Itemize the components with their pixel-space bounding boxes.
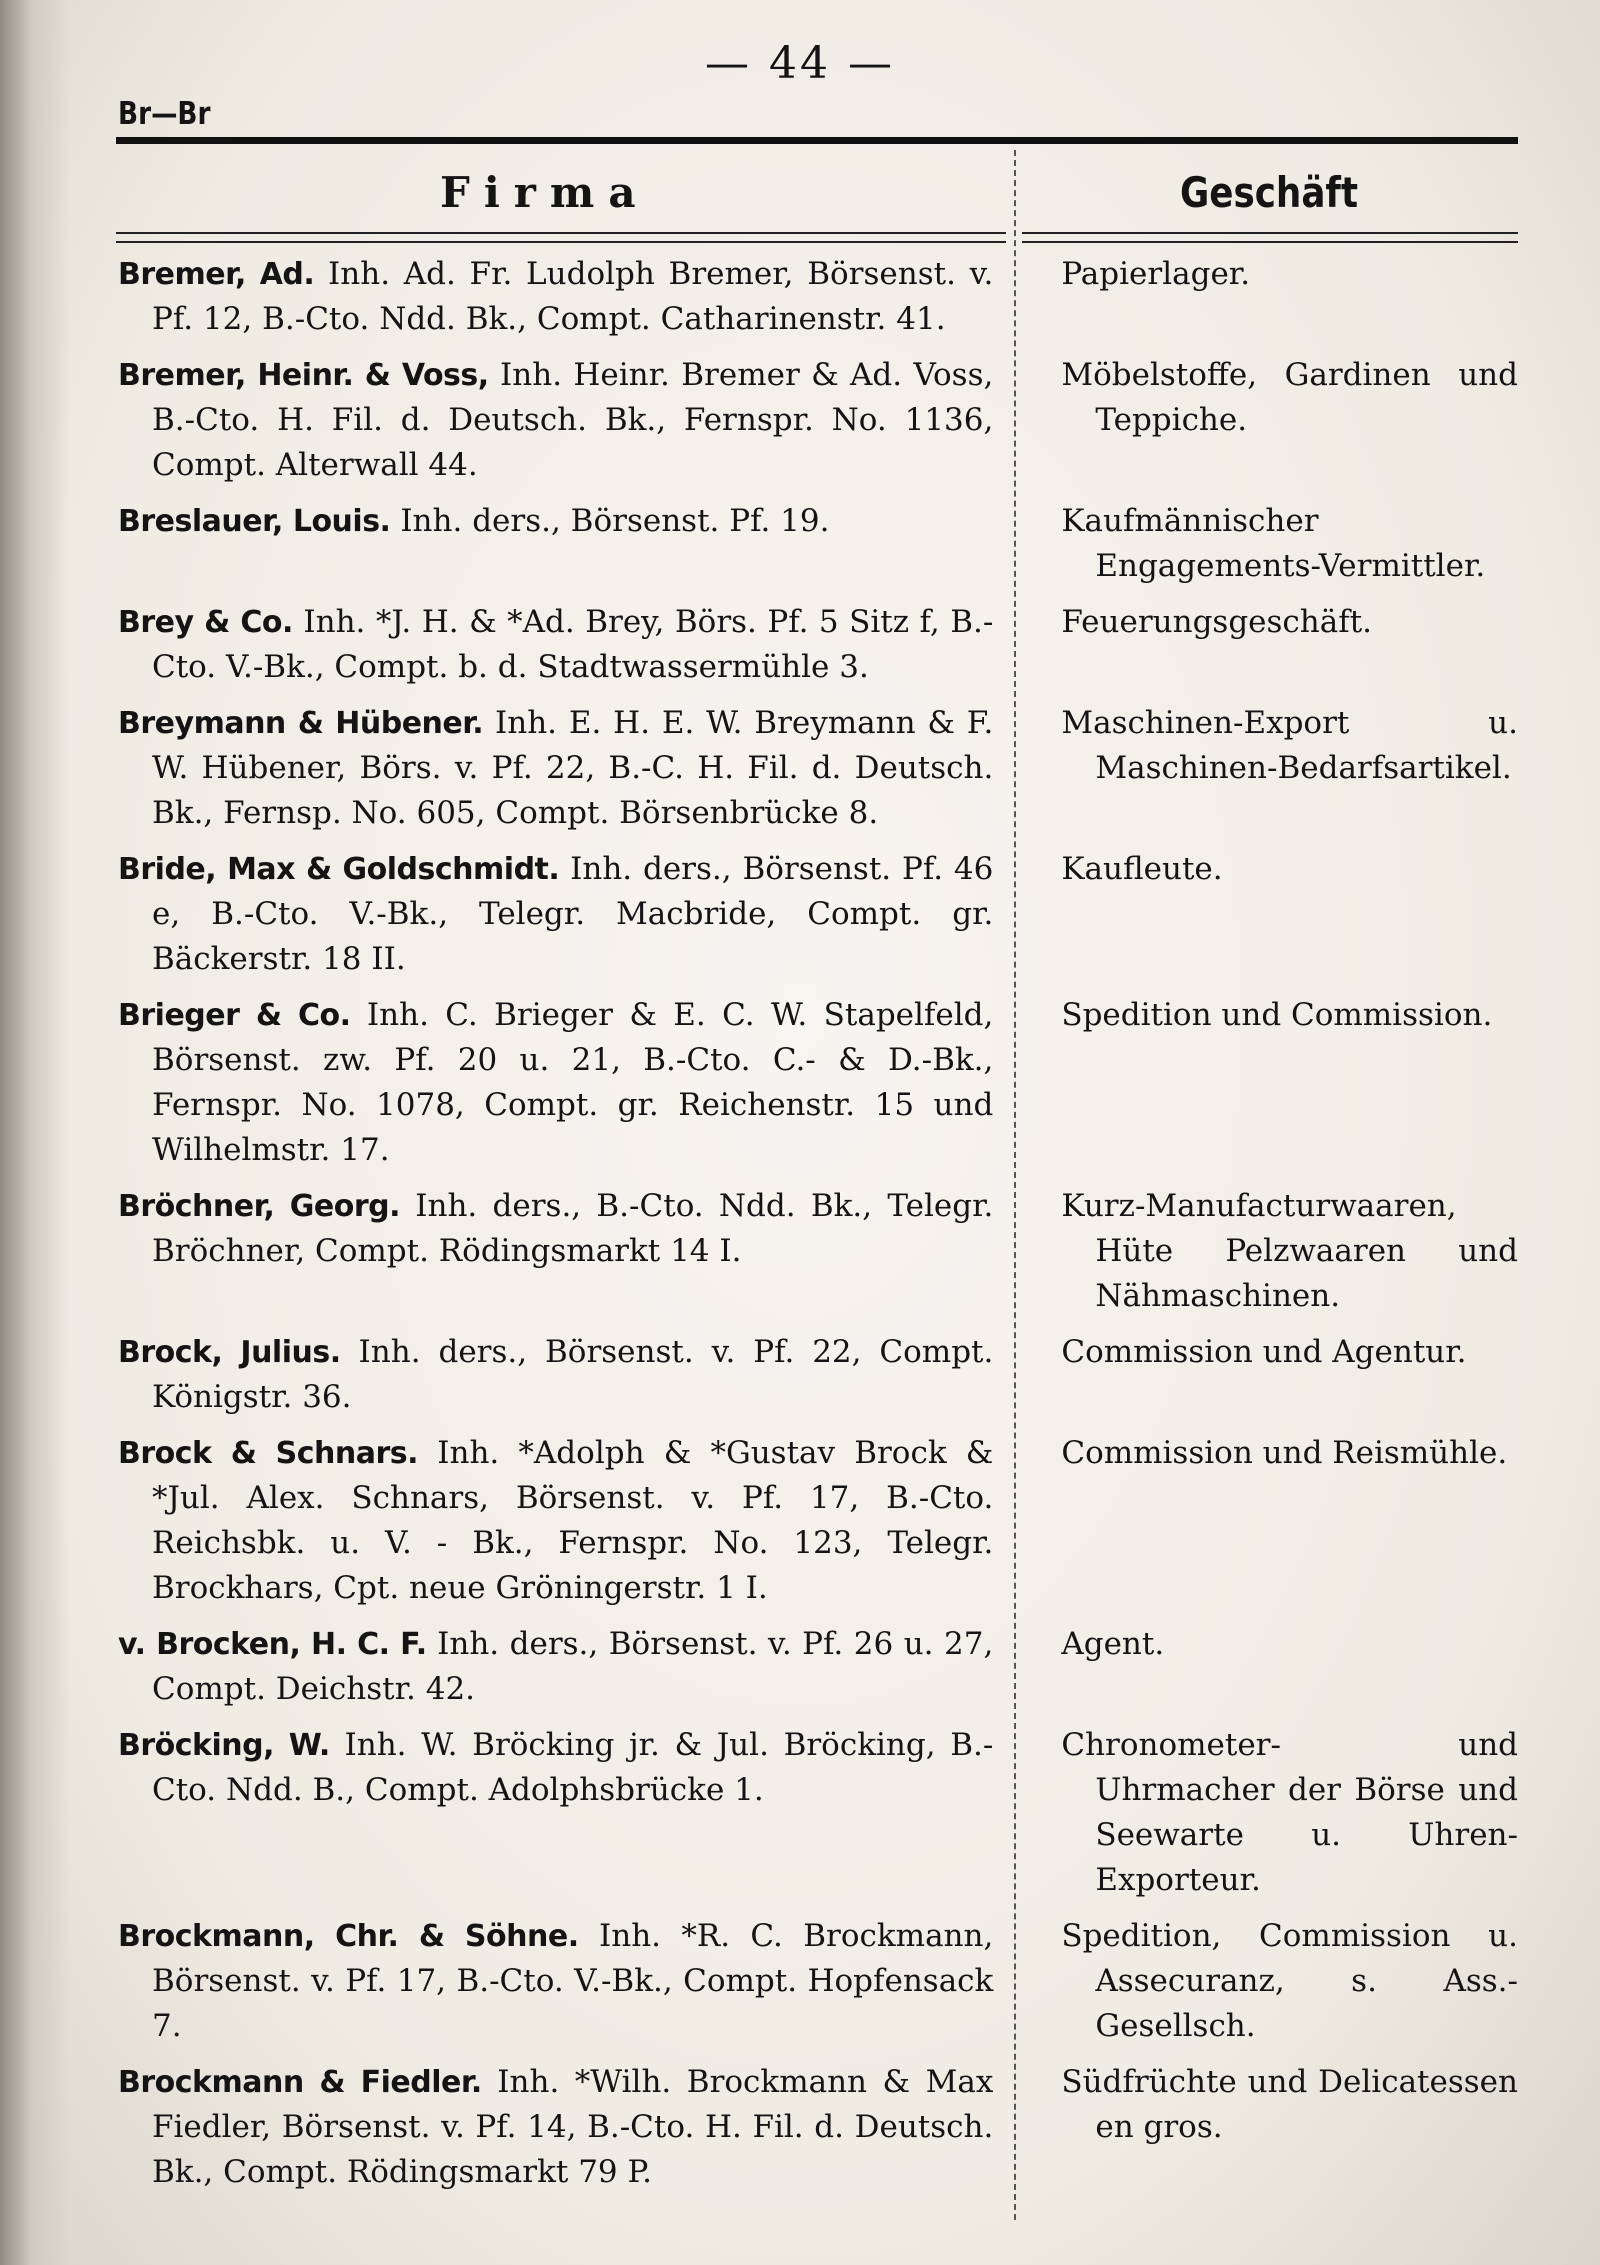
directory-entry bbox=[118, 1723, 1518, 1903]
entry-name: Brockmann & Fiedler. bbox=[118, 2065, 482, 2100]
entry-firma bbox=[118, 1431, 993, 1611]
entry-details: Inh. Ad. Fr. Ludolph Bremer, Börsenst. v. Pf. 12, B.-Cto. Ndd. Bk., Compt. Catharinenstr. 41. bbox=[152, 256, 994, 337]
entry-name: Breymann & Hübener. bbox=[118, 706, 484, 741]
entry-business: Kaufleute. bbox=[1061, 851, 1223, 887]
entry-business: Möbelstoffe, Gardinen und Teppiche. bbox=[1061, 357, 1518, 438]
directory-entry bbox=[118, 1622, 1518, 1712]
running-head: Br—Br bbox=[118, 96, 211, 132]
entry-business: Commission und Reismühle. bbox=[1061, 1435, 1508, 1471]
top-rule bbox=[116, 137, 1518, 144]
directory-entry bbox=[118, 499, 1518, 589]
entry-name: Brieger & Co. bbox=[118, 998, 351, 1033]
entry-list bbox=[118, 252, 1518, 2206]
entry-name: Brock & Schnars. bbox=[118, 1436, 419, 1471]
entry-business: Agent. bbox=[1061, 1626, 1165, 1662]
directory-entry bbox=[118, 1914, 1518, 2049]
entry-business: Feuerungsgeschäft. bbox=[1061, 604, 1373, 640]
entry-firma bbox=[118, 499, 993, 544]
directory-entry bbox=[118, 600, 1518, 690]
directory-entry bbox=[118, 353, 1518, 488]
entry-name: Breslauer, Louis. bbox=[118, 504, 391, 539]
directory-entry bbox=[118, 1184, 1518, 1319]
directory-entry bbox=[118, 1330, 1518, 1420]
entry-business: Spedition, Commission u. Assecuranz, s. Ass.-Gesellsch. bbox=[1061, 1918, 1518, 2044]
entry-details: Inh. *J. H. & *Ad. Brey, Börs. Pf. 5 Sitz f, B.-Cto. V.-Bk., Compt. b. d. Stadtwassermühle 3. bbox=[152, 604, 994, 685]
page-edge-shadow bbox=[0, 0, 70, 2265]
directory-entry bbox=[118, 1431, 1518, 1611]
entry-details: Inh. *R. C. Brockmann, Börsenst. v. Pf. 17, B.-Cto. V.-Bk., Compt. Hopfensack 7. bbox=[152, 1918, 994, 2044]
entry-firma bbox=[118, 353, 993, 488]
entry-business: Kaufmännischer Engagements-Vermittler. bbox=[1061, 503, 1486, 584]
header-rule-right bbox=[1022, 232, 1518, 243]
entry-firma bbox=[118, 1330, 993, 1420]
entry-name: Brockmann, Chr. & Söhne. bbox=[118, 1919, 579, 1954]
entry-details: Inh. ders., Börsenst. Pf. 46 e, B.-Cto. V.-Bk., Telegr. Macbride, Compt. gr. Bäckerstr. 18 II. bbox=[152, 851, 994, 977]
entry-firma bbox=[118, 600, 993, 690]
entry-firma bbox=[118, 993, 993, 1173]
column-header-firma: Firma bbox=[440, 168, 650, 217]
entry-name: Bröchner, Georg. bbox=[118, 1189, 400, 1224]
entry-business: Papierlager. bbox=[1061, 256, 1251, 292]
entry-details: Inh. ders., Börsenst. v. Pf. 22, Compt. Königstr. 36. bbox=[152, 1334, 994, 1415]
entry-name: Brey & Co. bbox=[118, 605, 293, 640]
directory-entry bbox=[118, 847, 1518, 982]
entry-firma bbox=[118, 1723, 993, 1813]
entry-business: Chronometer- und Uhrmacher der Börse und Seewarte u. Uhren-Exporteur. bbox=[1061, 1727, 1518, 1898]
entry-firma bbox=[118, 1622, 993, 1712]
entry-firma bbox=[118, 701, 993, 836]
entry-details: Inh. ders., B.-Cto. Ndd. Bk., Telegr. Bröchner, Compt. Rödingsmarkt 14 I. bbox=[152, 1188, 994, 1269]
entry-firma bbox=[118, 1914, 993, 2049]
entry-name: Bremer, Ad. bbox=[118, 257, 315, 292]
directory-entry bbox=[118, 701, 1518, 836]
entry-details: Inh. *Wilh. Brockmann & Max Fiedler, Börsenst. v. Pf. 14, B.-Cto. H. Fil. d. Deutsch. Bk., Compt. Rödingsmarkt 79 P. bbox=[152, 2064, 994, 2190]
entry-name: Bremer, Heinr. & Voss, bbox=[118, 358, 489, 393]
entry-name: v. Brocken, H. C. F. bbox=[118, 1627, 427, 1662]
page-number: — 44 — bbox=[705, 38, 895, 89]
entry-name: Bride, Max & Goldschmidt. bbox=[118, 852, 560, 887]
directory-entry bbox=[118, 252, 1518, 342]
directory-entry bbox=[118, 2060, 1518, 2195]
entry-details: Inh. C. Brieger & E. C. W. Stapelfeld, Börsenst. zw. Pf. 20 u. 21, B.-Cto. C.- & D.-Bk., Fernspr. No. 1078, Compt. gr. Reichenstr. 15 und Wilhelmstr. 17. bbox=[152, 997, 994, 1168]
entry-firma bbox=[118, 847, 993, 982]
entry-name: Brock, Julius. bbox=[118, 1335, 341, 1370]
entry-details: Inh. E. H. E. W. Breymann & F. W. Hübener, Börs. v. Pf. 22, B.-C. H. Fil. d. Deutsch. Bk., Fernsp. No. 605, Compt. Börsenbrücke 8. bbox=[152, 705, 994, 831]
entry-details: Inh. ders., Börsenst. v. Pf. 26 u. 27, Compt. Deichstr. 42. bbox=[152, 1626, 994, 1707]
entry-business: Südfrüchte und Delicatessen en gros. bbox=[1061, 2064, 1518, 2145]
column-header-geschaeft: Geschäft bbox=[1180, 168, 1359, 217]
entry-name: Bröcking, W. bbox=[118, 1728, 330, 1763]
entry-details: Inh. W. Bröcking jr. & Jul. Bröcking, B.-Cto. Ndd. B., Compt. Adolphsbrücke 1. bbox=[152, 1727, 994, 1808]
entry-details: Inh. Heinr. Bremer & Ad. Voss, B.-Cto. H. Fil. d. Deutsch. Bk., Fernspr. No. 1136, Compt. Alterwall 44. bbox=[152, 357, 994, 483]
entry-details: Inh. *Adolph & *Gustav Brock & *Jul. Alex. Schnars, Börsenst. v. Pf. 17, B.-Cto. Reichsbk. u. V. - Bk., Fernspr. No. 123, Telegr. Brockhars, Cpt. neue Gröningerstr. 1 I. bbox=[152, 1435, 994, 1606]
entry-business: Spedition und Commission. bbox=[1061, 997, 1493, 1033]
entry-business: Commission und Agentur. bbox=[1061, 1334, 1467, 1370]
entry-firma bbox=[118, 2060, 993, 2195]
entry-details: Inh. ders., Börsenst. Pf. 19. bbox=[400, 503, 830, 539]
entry-business: Maschinen-Export u. Maschinen-Bedarfsartikel. bbox=[1061, 705, 1518, 786]
entry-firma bbox=[118, 1184, 993, 1274]
entry-business: Kurz-Manufacturwaaren, Hüte Pelzwaaren und Nähmaschinen. bbox=[1061, 1188, 1518, 1314]
entry-firma bbox=[118, 252, 993, 342]
directory-entry bbox=[118, 993, 1518, 1173]
header-rule-left bbox=[116, 232, 1006, 243]
